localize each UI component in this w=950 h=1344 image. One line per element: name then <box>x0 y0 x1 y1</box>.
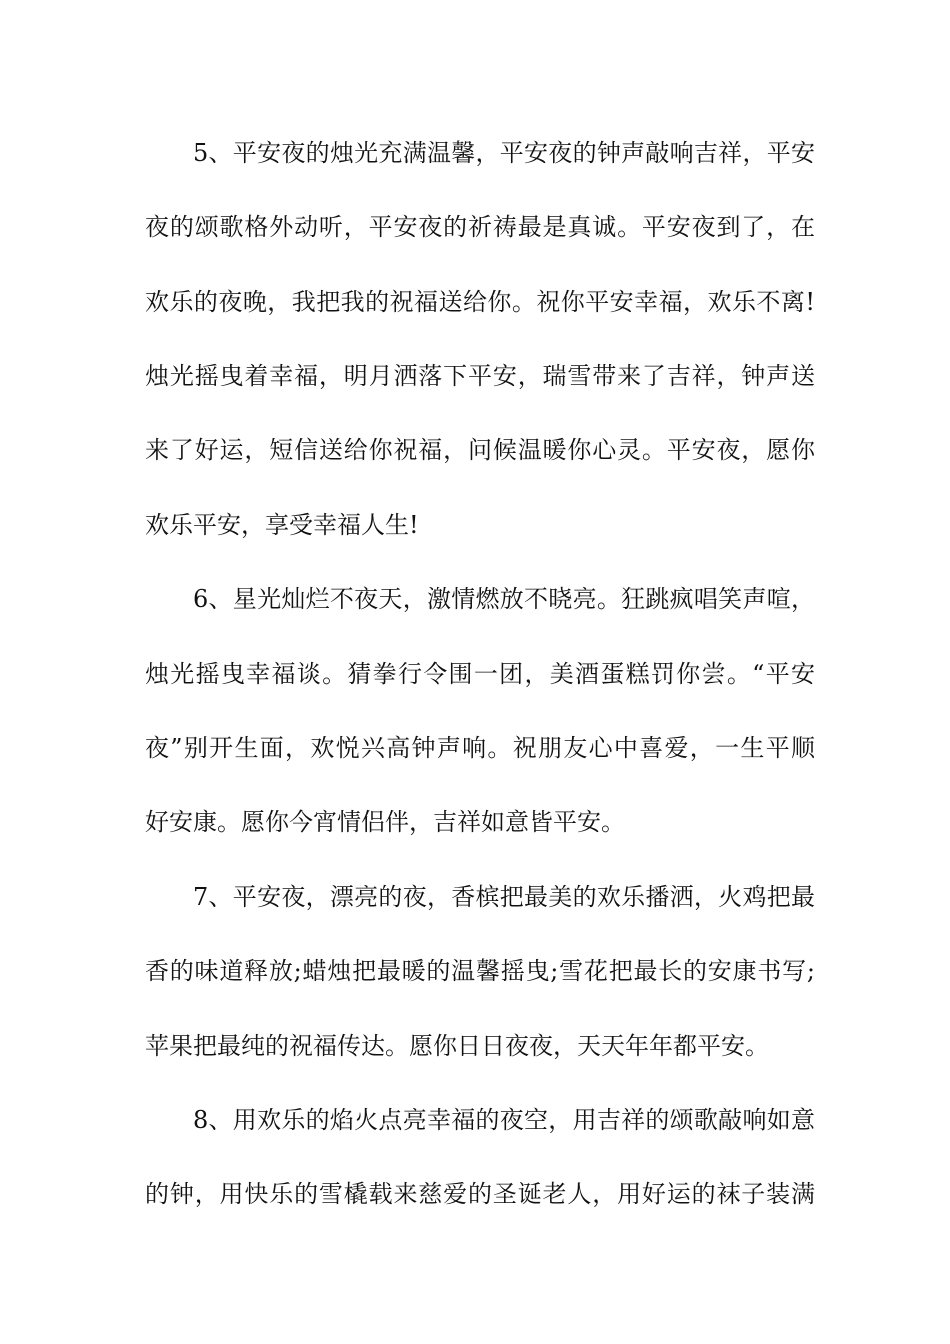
paragraph-6-line-3: 夜”别开生面，欢悦兴高钟声响。祝朋友心中喜爱，一生平顺 <box>145 734 815 762</box>
paragraph-5-line-6: 欢乐平安，享受幸福人生! <box>145 511 419 539</box>
paragraph-5-line-3: 欢乐的夜晚，我把我的祝福送给你。祝你平安幸福，欢乐不离! <box>145 288 815 316</box>
paragraph-7-line-1: 7、平安夜，漂亮的夜，香槟把最美的欢乐播洒，火鸡把最 <box>193 883 815 911</box>
paragraph-8-line-2: 的钟，用快乐的雪橇载来慈爱的圣诞老人，用好运的袜子装满 <box>145 1180 815 1208</box>
paragraph-8-line-1: 8、用欢乐的焰火点亮幸福的夜空，用吉祥的颂歌敲响如意 <box>193 1106 815 1134</box>
paragraph-6-line-1: 6、星光灿烂不夜天，激情燃放不晓亮。狂跳疯唱笑声喧， <box>193 585 815 613</box>
paragraph-5-line-1: 5、平安夜的烛光充满温馨，平安夜的钟声敲响吉祥，平安 <box>193 139 815 167</box>
paragraph-6-line-4: 好安康。愿你今宵情侣伴，吉祥如意皆平安。 <box>145 808 625 836</box>
paragraph-5-line-5: 来了好运，短信送给你祝福，问候温暖你心灵。平安夜，愿你 <box>145 436 815 464</box>
paragraph-7-line-2: 香的味道释放;蜡烛把最暖的温馨摇曳;雪花把最长的安康书写; <box>145 957 815 985</box>
paragraph-7-line-3: 苹果把最纯的祝福传达。愿你日日夜夜，天天年年都平安。 <box>145 1032 769 1060</box>
paragraph-5-line-4: 烛光摇曳着幸福，明月洒落下平安，瑞雪带来了吉祥，钟声送 <box>145 362 815 390</box>
paragraph-5-line-2: 夜的颂歌格外动听，平安夜的祈祷最是真诚。平安夜到了，在 <box>145 213 815 241</box>
paragraph-6-line-2: 烛光摇曳幸福谈。猜拳行令围一团，美酒蛋糕罚你尝。“平安 <box>145 660 815 688</box>
